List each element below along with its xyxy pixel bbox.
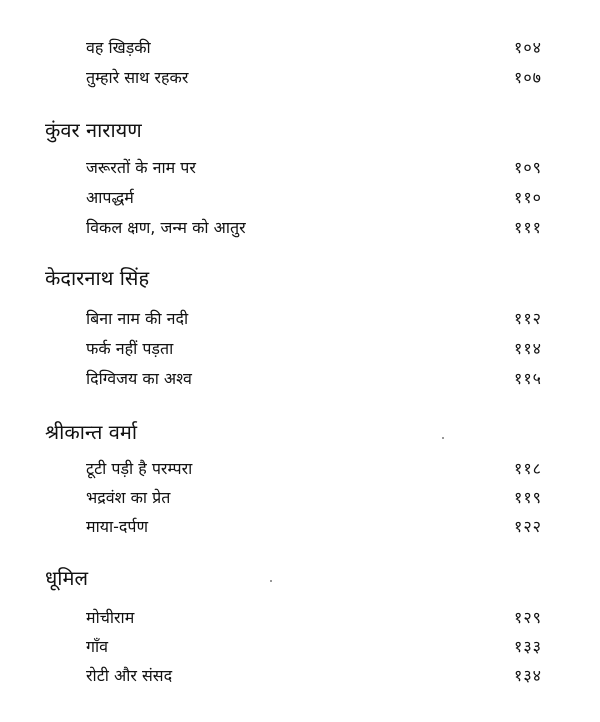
toc-entry	[86, 486, 556, 510]
entry-page-number: ११२	[514, 309, 542, 328]
entry-page-number: १३४	[514, 666, 542, 685]
entry-title: मोचीराम	[86, 608, 135, 627]
toc-entry	[86, 635, 556, 659]
entry-title: विकल क्षण, जन्म को आतुर	[86, 218, 246, 237]
toc-entry	[86, 515, 556, 539]
entry-title: टूटी पड़ी है परम्परा	[86, 459, 193, 478]
toc-entry	[86, 186, 556, 210]
entry-title: वह खिड़की	[86, 38, 151, 57]
poet-heading: केदारनाथ सिंह	[45, 266, 150, 290]
print-speck	[270, 580, 272, 582]
entry-page-number: १२२	[514, 517, 542, 536]
toc-entry	[86, 606, 556, 630]
entry-page-number: ११५	[514, 369, 542, 388]
entry-page-number: ११९	[514, 488, 542, 507]
print-speck	[442, 437, 444, 439]
entry-title: आपद्धर्म	[86, 188, 134, 207]
entry-page-number: १११	[514, 218, 542, 237]
entry-title: माया-दर्पण	[86, 517, 149, 536]
entry-page-number: १०४	[514, 38, 542, 57]
entry-page-number: ११४	[514, 339, 542, 358]
entry-page-number: ११०	[514, 188, 542, 207]
entry-title: बिना नाम की नदी	[86, 309, 189, 328]
poet-heading: धूमिल	[45, 566, 88, 590]
entry-page-number: १०७	[514, 68, 542, 87]
entry-page-number: ११८	[514, 459, 542, 478]
poet-heading: श्रीकान्त वर्मा	[45, 420, 138, 444]
toc-entry	[86, 307, 556, 331]
entry-title: रोटी और संसद	[86, 666, 173, 685]
poet-heading: कुंवर नारायण	[45, 118, 142, 142]
entry-title: गाँव	[86, 637, 109, 656]
entry-title: दिग्विजय का अश्व	[86, 369, 192, 388]
toc-entry	[86, 664, 556, 688]
entry-title: जरूरतों के नाम पर	[86, 158, 196, 177]
entry-page-number: १२९	[514, 608, 542, 627]
entry-title: भद्रवंश का प्रेत	[86, 488, 171, 507]
toc-entry	[86, 216, 556, 240]
entry-title: फर्क नहीं पड़ता	[86, 339, 174, 358]
toc-entry	[86, 36, 556, 60]
toc-entry	[86, 66, 556, 90]
entry-title: तुम्हारे साथ रहकर	[86, 68, 189, 87]
toc-entry	[86, 156, 556, 180]
entry-page-number: १३३	[514, 637, 542, 656]
toc-entry	[86, 367, 556, 391]
entry-page-number: १०९	[514, 158, 542, 177]
toc-entry	[86, 457, 556, 481]
toc-entry	[86, 337, 556, 361]
